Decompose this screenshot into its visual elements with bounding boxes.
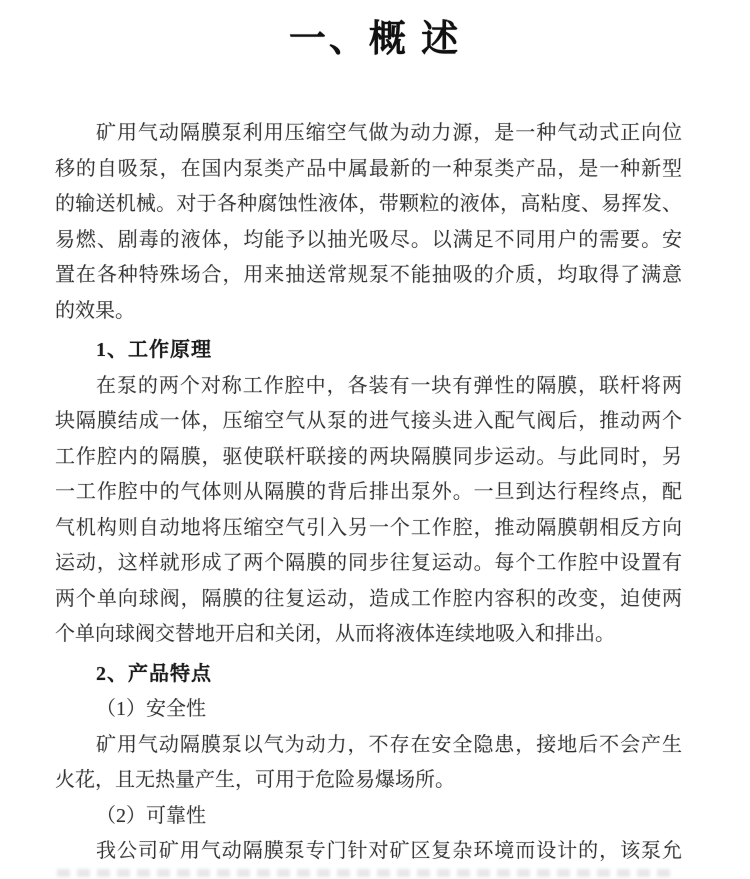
- section1-line: 在泵的两个对称工作腔中，各装有一块有弹性的隔膜，联杆将两: [96, 374, 682, 397]
- page-title: 一、概 述: [288, 19, 462, 60]
- section1-line: 工作腔内的隔膜，驱使联杆联接的两块隔膜同步运动。与此同时，另: [55, 445, 682, 468]
- section1-line: 一工作腔中的气体则从隔膜的背后排出泵外。一旦到达行程终点，配: [55, 481, 682, 503]
- section2-heading: 2、产品特点: [96, 662, 212, 685]
- intro-line: 矿用气动隔膜泵利用压缩空气做为动力源，是一种气动式正向位: [96, 122, 682, 144]
- section1-line: 运动，这样就形成了两个隔膜的同步往复运动。每个工作腔中设置有: [55, 552, 682, 574]
- section1-heading: 1、工作原理: [96, 339, 212, 361]
- intro-line: 的输送机械。对于各种腐蚀性液体，带颗粒的液体，高粘度、易挥发、: [55, 193, 682, 215]
- section1-line: 块隔膜结成一体，压缩空气从泵的进气接头进入配气阀后，推动两个: [55, 410, 682, 432]
- intro-line: 置在各种特殊场合，用来抽送常规泵不能抽吸的介质，均取得了满意: [55, 264, 682, 286]
- document-body: [55, 116, 682, 870]
- feature1-label: （1）安全性: [96, 698, 206, 720]
- intro-line: 移的自吸泵，在国内泵类产品中属最新的一种泵类产品，是一种新型: [55, 157, 682, 180]
- feature2-label: （2）可靠性: [96, 804, 206, 827]
- clipped-next-text-line: [57, 869, 677, 877]
- intro-line: 易燃、剧毒的液体，均能予以抽光吸尽。以满足不同用户的需要。安: [55, 228, 682, 251]
- feature2-line: 我公司矿用气动隔膜泵专门针对矿区复杂环境而设计的，该泵允: [96, 840, 682, 862]
- section1-line: 气机构则自动地将压缩空气引入另一个工作腔，推动隔膜朝相反方向: [55, 516, 682, 539]
- intro-line: 的效果。: [55, 299, 135, 322]
- feature1-line: 火花，且无热量产生，可用于危险易爆场所。: [55, 769, 455, 791]
- section1-line: 两个单向球阀，隔膜的往复运动，造成工作腔内容积的改变，迫使两: [55, 587, 682, 610]
- section1-line: 个单向球阀交替地开启和关闭，从而将液体连续地吸入和排出。: [55, 623, 615, 645]
- feature1-line: 矿用气动隔膜泵以气为动力，不存在安全隐患，接地后不会产生: [96, 733, 682, 756]
